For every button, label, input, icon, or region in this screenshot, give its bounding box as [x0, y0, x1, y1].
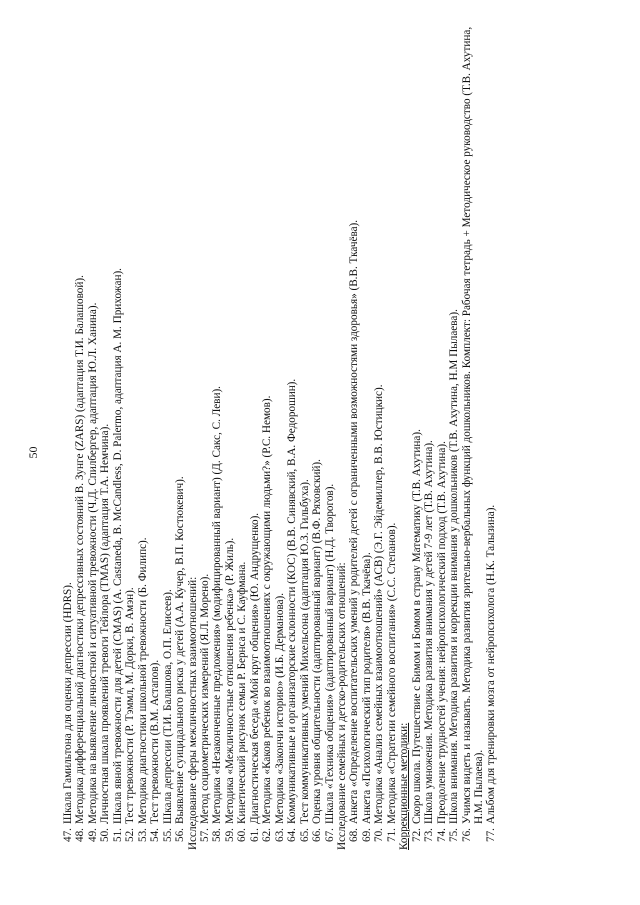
- list-item-text: Методика «Каков ребенок во взаимоотношениях с окружающими людьми?» (Р.С. Немов).: [261, 395, 274, 824]
- list-item: [174, 20, 186, 850]
- list-item: [99, 20, 111, 850]
- list-item-text: Учимся видеть и называть. Методика развития зрительно-вербальных функций дошкольников. Комплект: Рабочая тетрадь + Методическое руководство (Т.В. Ахутина, Н.М. Пылаева).: [460, 26, 485, 824]
- list-item-text: Шкала депрессии (Т.И. Балашова, О.П. Елисеев).: [161, 589, 174, 824]
- list-item-number: 51.: [111, 828, 124, 842]
- list-item-text: Коммуникативные и организаторские склонности (КОС) (В.В. Синявский, В.А. Федорошин).: [286, 378, 299, 824]
- list-item: [386, 20, 398, 850]
- list-item-number: 48.: [74, 828, 87, 842]
- list-item: [124, 20, 136, 850]
- heading-correction: [398, 20, 410, 850]
- list-item-number: 77.: [485, 828, 498, 842]
- list-item-text: Методика диагностики школьной тревожности (Б. Филипс).: [136, 537, 149, 824]
- list-item-text: Шкала Гамильтона для оценки депрессии (HDRS).: [62, 582, 74, 824]
- list-item-text: Методика «Анализ семейных взаимоотношений» (АСВ) (Э.Г. Эйдемиллер, В.В. Юстицкис).: [373, 384, 386, 824]
- list-item-number: 66.: [311, 828, 324, 842]
- list-item: [162, 20, 174, 850]
- group-family: [348, 20, 398, 850]
- list-item-number: 52.: [124, 828, 137, 842]
- list-item-text: Методика «Закончи историю» (И.Б. Дерманова).: [273, 592, 286, 824]
- list-item-number: 59.: [223, 828, 236, 842]
- heading-interpersonal: Исследование сферы межличностных взаимоотношений:: [186, 576, 199, 850]
- list-item: [361, 20, 373, 850]
- list-item-text: Личностная шкала проявлений тревоги Тейлора (TMAS) (адаптация Т.А. Немчина).: [99, 423, 112, 824]
- list-item-text: Школа внимания. Методика развития и коррекции внимания у дошкольников (Т.В. Ахутина, Н.М Пылаева).: [448, 309, 461, 824]
- heading-family: Исследование семейных и детско-родительских отношений:: [335, 562, 348, 850]
- list-item-number: 73.: [423, 828, 436, 842]
- list-item-number: 56.: [174, 828, 187, 842]
- list-item-number: 75.: [448, 828, 461, 842]
- list-item: [348, 20, 360, 850]
- list-item-text: Анкета «Психологический тип родителя» (В.В. Ткачёва).: [360, 552, 373, 824]
- list-item-number: 64.: [286, 828, 299, 842]
- list-item-text: Оценка уровня общительности (адаптированный вариант) (В.Ф. Ряховский).: [311, 459, 324, 824]
- list-item: [74, 20, 86, 850]
- list-item-number: 53.: [136, 828, 149, 842]
- list-item: [137, 20, 149, 850]
- list-item-text: Альбом для тренировки мозга от нейропсихолога (Н.К. Талызина).: [485, 504, 498, 824]
- list-item-number: 62.: [261, 828, 274, 842]
- list-item-number: 76.: [460, 828, 473, 842]
- group-depression-anxiety: [62, 20, 187, 850]
- list-item-text: Анкета «Определение воспитательских умений у родителей детей с ограниченными возможностями здоровья» (В.В. Ткачёва).: [348, 219, 361, 824]
- list-item-text: Школа умножения. Методика развития внимания у детей 7-9 лет (Т.В. Ахутина).: [423, 440, 436, 824]
- list-item: [436, 20, 448, 850]
- list-item-number: 60.: [236, 828, 249, 842]
- list-item-number: 71.: [385, 828, 398, 842]
- list-item: [299, 20, 311, 850]
- list-item-number: 72.: [410, 828, 423, 842]
- list-item: [236, 20, 248, 850]
- list-item-text: Тест коммуникативных умений Михельсона (адаптация Ю.З. Гильбуха).: [298, 479, 311, 824]
- list-item-text: Тест тревожности (В.М. Астапов).: [149, 659, 162, 824]
- list-item-text: Шкала явной тревожности для детей (CMAS) (A. Castaneda, B. McCandless, D. Palermo, адаптация А. М. Прихожан).: [111, 268, 124, 824]
- list-item-text: Методика на выявление личностной и ситуативной тревожности (Ч.Д. Спилбергер, адаптация Ю.Л. Ханина).: [86, 302, 99, 824]
- list-item-number: 47.: [62, 828, 74, 842]
- group-correction: [411, 20, 498, 850]
- list-item-number: 68.: [348, 828, 361, 842]
- list-item-number: 63.: [273, 828, 286, 842]
- list-item-text: Выявление суицидального риска у детей (А.А. Кучер, В.П. Костюкевич).: [174, 476, 187, 824]
- page-number: 50: [26, 446, 40, 459]
- list-item: [274, 20, 286, 850]
- list-item: [448, 20, 460, 850]
- list-item: [224, 20, 236, 850]
- list-item: [249, 20, 261, 850]
- method-list: [62, 20, 498, 850]
- list-item-text: Скоро школа. Путешествие с Бимом и Бомом в страну Математику (Т.В. Ахутина).: [410, 429, 423, 824]
- list-item: [373, 20, 385, 850]
- list-item-number: 65.: [298, 828, 311, 842]
- list-item-number: 67.: [323, 828, 336, 842]
- list-item-number: 58.: [211, 828, 224, 842]
- list-item-number: 50.: [99, 828, 112, 842]
- list-item-text: Диагностическая беседа «Мой круг общения» (Ю. Андрущенко).: [248, 512, 261, 824]
- list-item-text: Метод социометрических измерений (Я.Л. Морено).: [198, 573, 211, 824]
- heading-correction-text: Коррекционные методики:: [398, 722, 411, 850]
- list-item: [286, 20, 298, 850]
- list-item-number: 54.: [149, 828, 162, 842]
- list-item-text: Методика дифференциальной диагностики депрессивных состояний В. Зунге (ZARS) (адаптация Т.И. Балашовой).: [74, 275, 87, 824]
- list-item: [423, 20, 435, 850]
- group-interpersonal: [199, 20, 336, 850]
- list-item-number: 61.: [248, 828, 261, 842]
- list-item-text: Кинетический рисунок семьи Р. Бернса и С. Кауфмана.: [236, 561, 249, 824]
- list-item: [112, 20, 124, 850]
- list-item: [324, 20, 336, 850]
- list-item: [211, 20, 223, 850]
- list-item-number: 69.: [360, 828, 373, 842]
- list-item: [461, 20, 486, 850]
- list-item-text: Методика «Незаконченные предложения» (модифицированный вариант) (Д. Сакс, С. Леви).: [211, 386, 224, 824]
- list-item-number: 70.: [373, 828, 386, 842]
- list-item: [149, 20, 161, 850]
- list-item-text: Преодоление трудностей учения: нейропсихологический подход (Т.В. Ахутина).: [435, 441, 448, 824]
- list-item: [62, 20, 74, 850]
- list-item-number: 57.: [198, 828, 211, 842]
- list-item: [485, 20, 497, 850]
- list-item: [261, 20, 273, 850]
- list-item-text: Шкала «Техника общения» (адаптированный вариант) (Н.Д. Творогов).: [323, 483, 336, 824]
- list-item-text: Методика «Межличностные отношения ребенка» (Р. Жиль).: [223, 537, 236, 824]
- list-item-number: 74.: [435, 828, 448, 842]
- list-item-text: Методика «Стратегии семейного воспитания» (С.С. Степанов).: [385, 522, 398, 824]
- list-item-number: 49.: [86, 828, 99, 842]
- list-item: [199, 20, 211, 850]
- list-item: [311, 20, 323, 850]
- list-item-text: Тест тревожности (Р. Тэммл, М. Дорки, В. Амэн).: [124, 587, 137, 824]
- list-item-number: 55.: [161, 828, 174, 842]
- list-item: [87, 20, 99, 850]
- list-item: [411, 20, 423, 850]
